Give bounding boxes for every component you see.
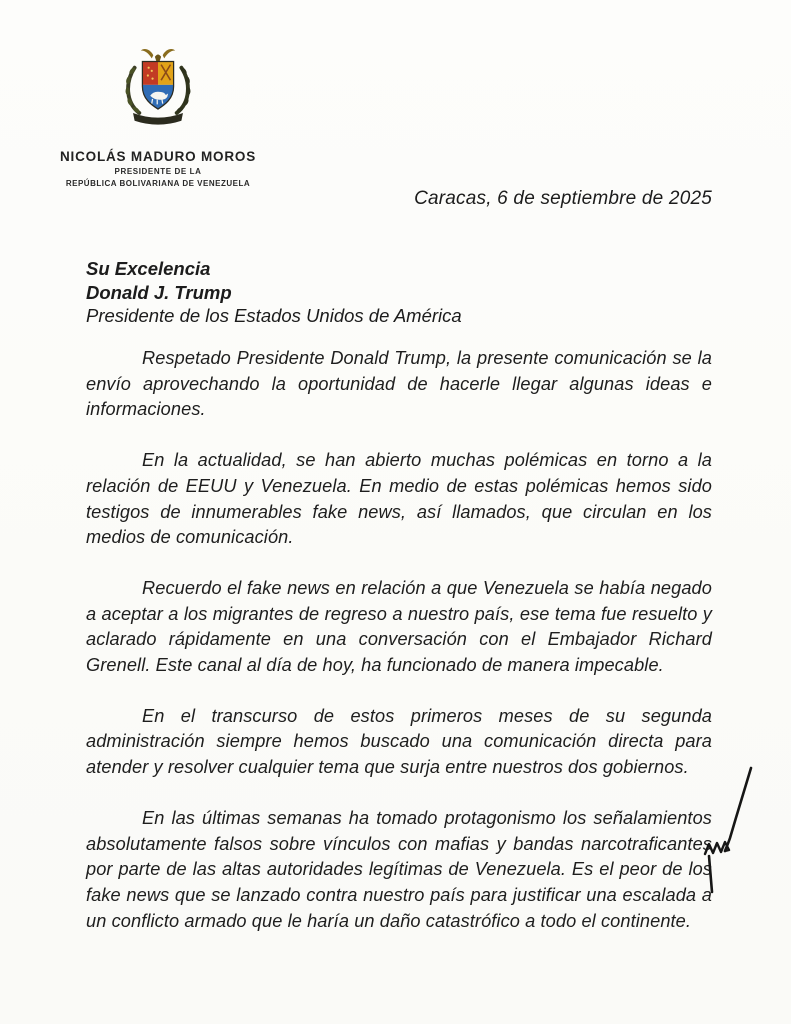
paragraph-4: En el transcurso de estos primeros meses de su segunda administración siempre hemos buscado una comunicación directa para atender y resolver cualquier tema que surja entre nuestros dos gobiernos. bbox=[86, 705, 712, 778]
paragraph-5: En las últimas semanas ha tomado protagonismo los señalamientos absolutamente falsos sobre vínculos con mafias y bandas narcotraficantes por parte de las altas autoridades legítimas de Venezuela. Es el peor de los fake news que se lanzado contra nuestro país para justificar una escalada a un conflicto armado que le haría un daño catastrófico a todo el continente. bbox=[86, 807, 712, 931]
letterhead-title-line2: REPÚBLICA BOLIVARIANA DE VENEZUELA bbox=[65, 179, 251, 188]
date-line: Caracas, 6 de septiembre de 2025 bbox=[414, 188, 712, 209]
recipient-title: Presidente de los Estados Unidos de América bbox=[86, 305, 462, 326]
pen-mark-annotation bbox=[693, 762, 765, 912]
venezuela-coat-of-arms-icon bbox=[119, 44, 197, 132]
recipient-salutation: Su Excelencia bbox=[86, 258, 211, 279]
letterhead-name: NICOLÁS MADURO MOROS bbox=[60, 149, 256, 164]
recipient-block bbox=[86, 257, 462, 328]
letterhead-title-line1: PRESIDENTE DE LA bbox=[114, 167, 202, 176]
letterhead bbox=[58, 44, 258, 188]
paragraph-3: Recuerdo el fake news en relación a que Venezuela se había negado a aceptar a los migrantes de regreso a nuestro país, ese tema fue resuelto y aclarado rápidamente en una conversación con el Embajador Richard Grenell. Este canal al día de hoy, ha funcionado de manera impecable. bbox=[86, 577, 712, 676]
letter-body bbox=[86, 346, 712, 959]
paragraph-2: En la actualidad, se han abierto muchas polémicas en torno a la relación de EEUU y Venezuela. En medio de estas polémicas hemos sido testigos de innumerables fake news, así llamados, que circulan en los medios de comunicación. bbox=[86, 450, 712, 548]
recipient-name: Donald J. Trump bbox=[86, 281, 232, 303]
paragraph-1: Respetado Presidente Donald Trump, la presente comunicación se la envío aprovechando la oportunidad de hacerle llegar algunas ideas e informaciones. bbox=[86, 348, 712, 420]
